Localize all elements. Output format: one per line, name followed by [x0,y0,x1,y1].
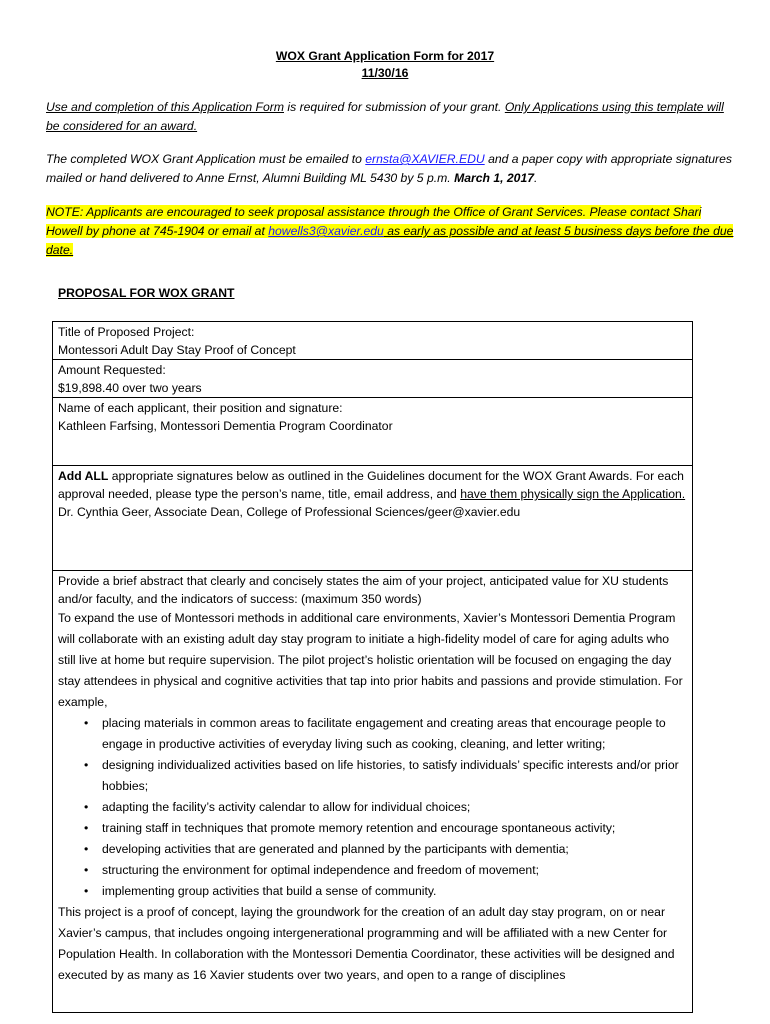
abstract-bullet: • structuring the environment for optimal independence and freedom of movement; [84,860,687,881]
note-text-a: NOTE: Applicants are encouraged to seek proposal assistance through the Office of Grant Services. Please contact Shari Howell by phone at 745-1904 or email at [46,205,702,238]
document-title: WOX Grant Application Form for 2017 [275,49,495,63]
applicants-value[interactable]: Kathleen Farfsing, Montessori Dementia Program Coordinator [58,419,393,433]
intro-p1-text: is required for submission of your grant. [284,100,505,114]
row-abstract [53,571,693,1013]
applicants-label: Name of each applicant, their position and signature: [58,401,343,415]
signatures-instruction-text: appropriate signatures below as outlined in the Guidelines document for the WOX Grant Awards. For each approval needed, please type the person’s name, title, email address, and [58,469,684,501]
cell-abstract [53,571,693,1013]
intro-p1-underlined: Use and completion of this Application Form [46,100,284,114]
amount-label: Amount Requested: [58,363,166,377]
abstract-bullet: • implementing group activities that build a sense of community. [84,881,687,902]
abstract-intro[interactable]: To expand the use of Montessori methods in additional care environments, Xavier’s Montessori Dementia Program will collaborate with an existing adult day stay program to initiate a high-fidelity model of care for aging adults who still live at home but require supervision. The pilot project’s holistic orientation will be focused on engaging the day stay attendees in physical and cognitive activities that tap into prior habits and passions and provide stimulation. For example, [58,611,683,709]
abstract-bullet: • training staff in techniques that promote memory retention and encourage spontaneous activity; [84,818,687,839]
cell-applicants [53,398,693,466]
intro-p2-text-a: The completed WOX Grant Application must be emailed to [46,152,366,166]
signatures-value[interactable]: Dr. Cynthia Geer, Associate Dean, College of Professional Sciences/geer@xavier.edu [58,505,521,519]
abstract-bullet: • designing individualized activities based on life histories, to satisfy individuals’ specific interests and/or prior hobbies; [84,755,687,797]
row-applicants [53,398,693,466]
abstract-bullet: • placing materials in common areas to facilitate engagement and creating areas that encourage people to engage in productive activities of everyday living such as cooking, cleaning, and letter writing; [84,713,687,755]
cell-project-title [53,322,693,360]
row-project-title [53,322,693,360]
cell-amount [53,360,693,398]
cell-signatures [53,466,693,571]
document-title-block [0,48,770,82]
abstract-bullet: • developing activities that are generated and planned by the participants with dementia; [84,839,687,860]
intro-p1-requirement: Only Applications using this template will be considered for an award. [46,100,724,133]
signatures-instruction [58,469,685,501]
document-date: 11/30/16 [361,66,409,80]
due-date: March 1, 2017 [454,171,535,185]
abstract-bullet: • adapting the facility’s activity calendar to allow for individual choices; [84,797,687,818]
amount-value[interactable]: $19,898.40 over two years [58,381,202,395]
submission-email-link[interactable]: ernsta@XAVIER.EDU [365,152,485,166]
intro-paragraph-1 [46,98,736,136]
section-heading: PROPOSAL FOR WOX GRANT [58,286,235,300]
abstract-bullet-list [58,713,687,902]
intro-p2-text-c: . [534,171,538,185]
row-signatures [53,466,693,571]
row-amount [53,360,693,398]
abstract-prompt: Provide a brief abstract that clearly and concisely states the aim of your project, anticipated value for XU students and/or faculty, and the indicators of success: (maximum 350 words) [58,574,669,606]
intro-paragraph-2 [46,150,736,188]
signatures-physical-sign: have them physically sign the Application. [460,487,686,501]
note-text-b: as early as possible and at least 5 business days before the due date. [46,224,734,257]
abstract-closing[interactable]: This project is a proof of concept, laying the groundwork for the creation of an adult day stay program, on or near Xavier’s campus, that includes ongoing intergenerational programming and will be affiliated with a new Center for Population Health. In collaboration with the Montessori Dementia Coordinator, these activities will be designed and executed by as many as 16 Xavier students over two years, and open to a range of disciplines [58,905,675,982]
project-title-label: Title of Proposed Project: [58,325,195,339]
grant-services-email-link[interactable]: howells3@xavier.edu [268,224,384,238]
project-title-value[interactable]: Montessori Adult Day Stay Proof of Concept [58,343,296,357]
note-paragraph [46,203,736,260]
signatures-add-all: Add ALL [58,469,109,483]
proposal-form-table [52,321,693,1013]
intro-p2-text-b: and a paper copy with appropriate signatures mailed or hand delivered to Anne Ernst, Alumni Building ML 5430 by 5 p.m. [46,152,732,185]
